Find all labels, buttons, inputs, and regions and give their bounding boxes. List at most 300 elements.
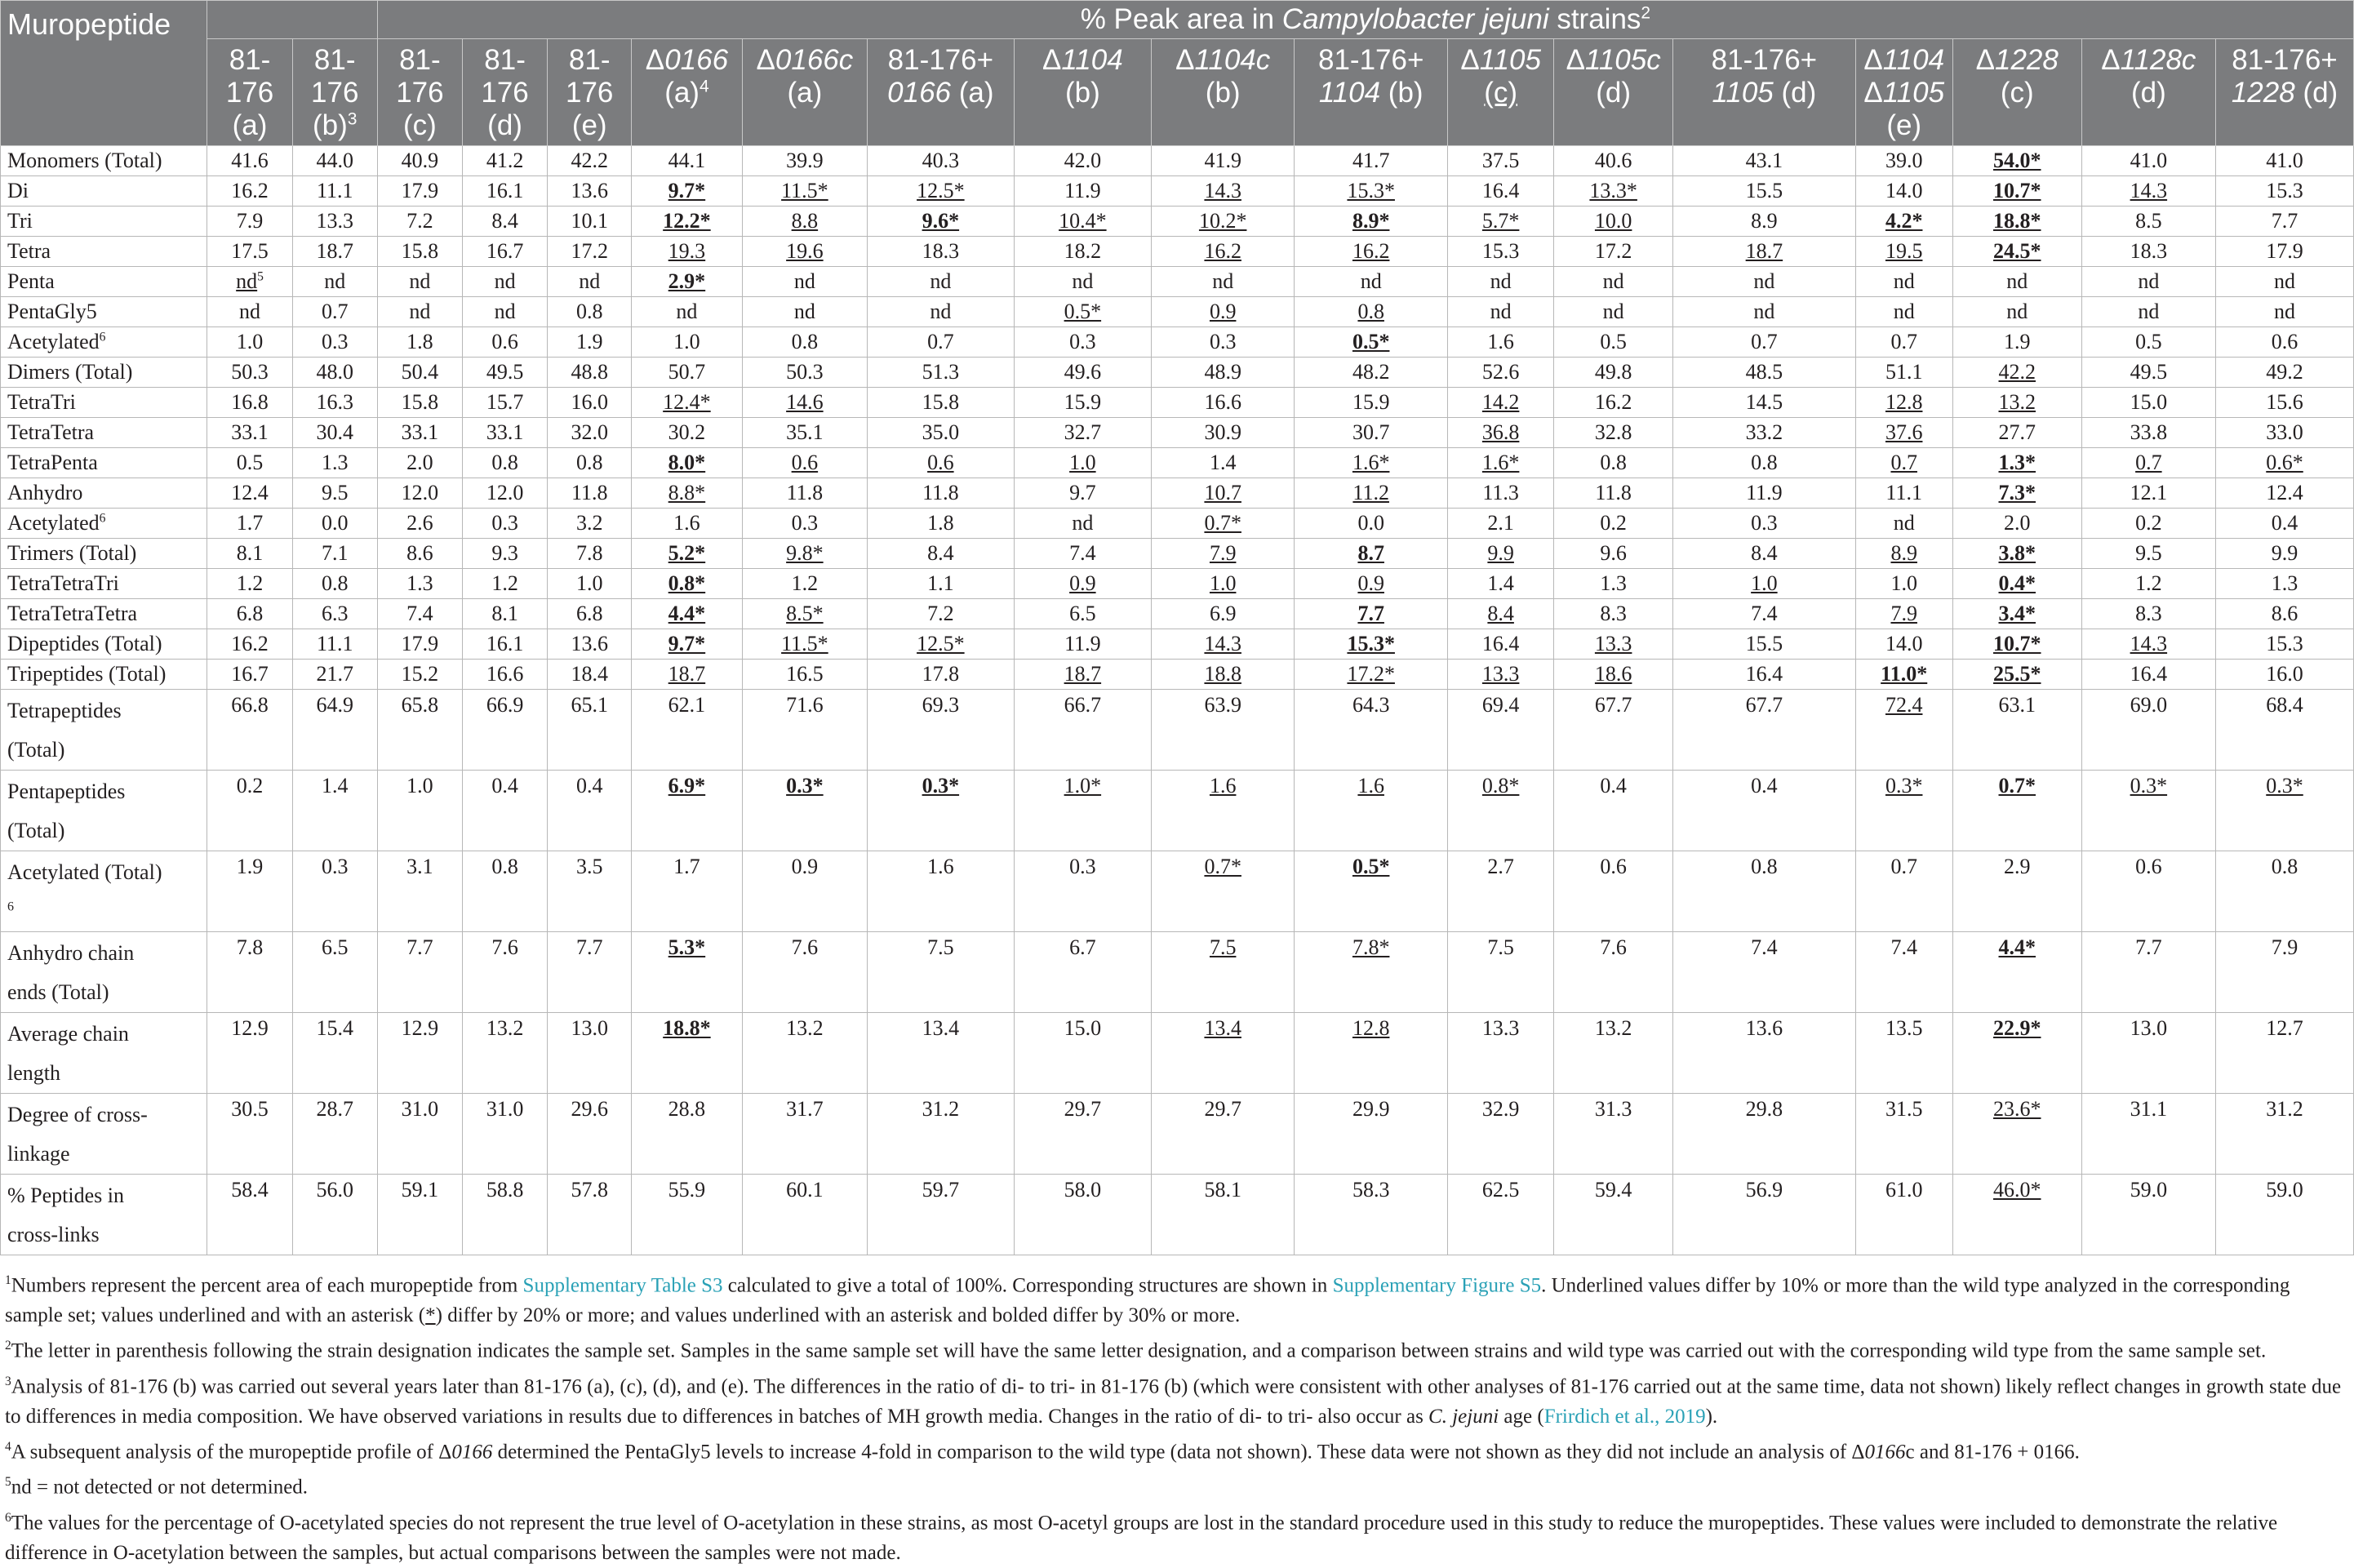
cell-value: 17.2 <box>571 239 608 263</box>
column-header-text: (d) <box>1773 77 1817 109</box>
table-cell <box>462 851 547 932</box>
table-cell <box>1014 851 1152 932</box>
peak-area-species: Campylobacter jejuni <box>1281 3 1549 35</box>
cell-value: 52.6 <box>1481 360 1520 384</box>
table-cell <box>868 207 1014 237</box>
table-cell <box>1952 539 2081 569</box>
cell-value: 11.1 <box>316 632 353 655</box>
table-cell <box>1855 327 1952 358</box>
cell-value: nd <box>930 300 952 323</box>
table-cell <box>2216 1175 2354 1255</box>
cell-value: 1.0 <box>575 571 603 595</box>
table-cell <box>632 599 742 629</box>
table-cell <box>1952 660 2081 690</box>
table-cell <box>1152 388 1295 418</box>
table-row <box>1 851 2354 932</box>
table-cell <box>632 509 742 539</box>
cell-value: 62.1 <box>668 693 706 717</box>
cell-value: 11.1 <box>1885 481 1922 504</box>
cell-value: 12.0 <box>401 481 439 504</box>
table-cell <box>377 771 462 851</box>
table-row <box>1 932 2354 1013</box>
cell-value: 18.8* <box>663 1016 711 1040</box>
cell-value: 69.4 <box>1481 693 1520 717</box>
table-cell <box>2081 478 2215 509</box>
table-cell <box>1673 237 1855 267</box>
table-cell <box>548 1013 632 1094</box>
table-cell <box>292 1175 377 1255</box>
footnote-link[interactable]: Supplementary Figure S5 <box>1332 1274 1542 1297</box>
cell-value: 16.4 <box>2130 662 2168 686</box>
table-cell <box>1448 539 1554 569</box>
table-cell <box>868 932 1014 1013</box>
cell-value: 0.7 <box>927 330 954 353</box>
footnote <box>5 1432 2347 1467</box>
table-cell <box>462 267 547 297</box>
table-cell <box>2081 237 2215 267</box>
cell-value: 3.4* <box>1998 602 2036 625</box>
cell-value: 1.9 <box>575 330 603 353</box>
cell-value: 30.9 <box>1204 420 1241 444</box>
cell-value: 64.9 <box>316 693 353 717</box>
table-cell <box>1855 388 1952 418</box>
table-cell <box>1554 388 1673 418</box>
table-cell <box>207 851 292 932</box>
cell-value: 1.8 <box>406 330 433 353</box>
table-cell <box>632 207 742 237</box>
table-row <box>1 207 2354 237</box>
cell-value: 62.5 <box>1481 1178 1520 1202</box>
cell-value: 16.6 <box>486 662 524 686</box>
table-cell <box>462 660 547 690</box>
column-header-note: 3 <box>347 109 358 129</box>
table-cell <box>868 327 1014 358</box>
cell-value: 15.9 <box>1064 390 1102 414</box>
table-cell <box>1673 146 1855 176</box>
cell-value: nd <box>1360 269 1382 293</box>
table-cell <box>1952 932 2081 1013</box>
cell-value: 0.3 <box>321 330 349 353</box>
cell-value: 36.8 <box>1481 420 1520 444</box>
cell-value: 0.8 <box>1751 451 1778 474</box>
table-cell <box>632 1175 742 1255</box>
column-header-gene: 1128c <box>2120 44 2196 76</box>
cell-value: 6.5 <box>321 935 349 959</box>
row-label <box>1 690 207 771</box>
table-cell <box>1554 1013 1673 1094</box>
cell-value: 1.6 <box>1209 774 1237 797</box>
table-cell <box>1014 539 1152 569</box>
column-header-text: (d) <box>487 109 522 141</box>
table-cell <box>548 1094 632 1175</box>
cell-value: 1.4 <box>321 774 349 797</box>
cell-value: 1.6* <box>1352 451 1390 474</box>
table-cell <box>2081 418 2215 448</box>
table-cell <box>1855 539 1952 569</box>
cell-value: 1.6* <box>1481 451 1520 474</box>
cell-value: 12.4 <box>2266 481 2303 504</box>
cell-value: 2.1 <box>1487 511 1514 535</box>
table-cell <box>207 932 292 1013</box>
table-cell <box>1014 569 1152 599</box>
table-cell <box>1952 629 2081 660</box>
cell-value: 7.8* <box>1352 935 1390 959</box>
table-cell <box>868 771 1014 851</box>
cell-value: 12.5* <box>917 632 965 655</box>
table-cell <box>548 539 632 569</box>
cell-value: 50.4 <box>401 360 439 384</box>
cell-value: nd <box>676 300 698 323</box>
table-cell <box>1952 327 2081 358</box>
cell-value: 17.2* <box>1347 662 1395 686</box>
cell-value: 67.7 <box>1745 693 1783 717</box>
table-cell <box>1014 771 1152 851</box>
cell-value: 0.7 <box>1890 855 1917 878</box>
table-cell <box>868 1013 1014 1094</box>
cell-value: 11.5* <box>781 179 828 202</box>
table-cell <box>2216 539 2354 569</box>
row-label <box>1 771 207 851</box>
cell-value: 56.9 <box>1745 1178 1783 1202</box>
table-cell <box>868 599 1014 629</box>
column-header-gene: 1104c <box>1194 44 1271 76</box>
cell-value: nd <box>2138 269 2160 293</box>
cell-value: 15.8 <box>922 390 960 414</box>
cell-value: 18.7 <box>1745 239 1783 263</box>
cell-value: 0.6 <box>791 451 819 474</box>
footnote <box>5 1366 2347 1432</box>
table-cell <box>632 690 742 771</box>
cell-value: 33.1 <box>231 420 269 444</box>
table-cell <box>742 478 868 509</box>
table-cell <box>1673 851 1855 932</box>
table-cell <box>1554 509 1673 539</box>
table-cell <box>1152 932 1295 1013</box>
table-cell <box>1295 358 1448 388</box>
cell-value: 15.0 <box>1064 1016 1102 1040</box>
footnote <box>5 1265 2347 1330</box>
table-cell <box>742 297 868 327</box>
footnote-text: determined the PentaGly5 levels to increase 4-fold in comparison to the wild type (data not shown). These data were not shown as they did not include an analysis of Δ <box>492 1441 1865 1464</box>
cell-value: 9.9 <box>2271 541 2298 565</box>
table-cell <box>868 146 1014 176</box>
table-cell <box>632 448 742 478</box>
table-cell <box>1295 207 1448 237</box>
footnote-link[interactable]: Supplementary Table S3 <box>522 1274 723 1297</box>
table-cell <box>632 388 742 418</box>
row-label-text: Tetrapeptides <box>7 699 122 722</box>
table-cell <box>2216 207 2354 237</box>
table-cell <box>1448 599 1554 629</box>
table-cell <box>2081 690 2215 771</box>
table-cell <box>207 1175 292 1255</box>
table-cell <box>2081 207 2215 237</box>
table-cell <box>1295 771 1448 851</box>
cell-value: 18.3 <box>2130 239 2168 263</box>
table-cell <box>1014 629 1152 660</box>
row-label <box>1 297 207 327</box>
cell-value: 7.5 <box>927 935 954 959</box>
cell-value: 17.5 <box>231 239 269 263</box>
table-cell <box>292 418 377 448</box>
cell-value: 16.2 <box>1594 390 1632 414</box>
cell-value: 69.3 <box>922 693 960 717</box>
cell-value: 2.9* <box>668 269 706 293</box>
table-cell <box>292 237 377 267</box>
cell-value: 0.5 <box>1600 330 1627 353</box>
cell-value: 22.9* <box>1993 1016 2041 1040</box>
cell-value: 43.1 <box>1745 149 1783 172</box>
cell-value: 69.0 <box>2130 693 2168 717</box>
table-cell <box>1855 1013 1952 1094</box>
table-cell <box>1554 418 1673 448</box>
cell-value: 0.9 <box>1209 300 1237 323</box>
table-cell <box>742 358 868 388</box>
cell-value: 19.5 <box>1885 239 1923 263</box>
column-header-text: 81-176+ <box>887 44 994 76</box>
column-header-gene: 1228 <box>1995 44 2059 76</box>
table-cell <box>1855 1094 1952 1175</box>
table-cell <box>377 448 462 478</box>
cell-value: 32.9 <box>1481 1097 1520 1121</box>
cell-value: 25.5* <box>1993 662 2041 686</box>
table-cell <box>868 388 1014 418</box>
cell-value: 7.4 <box>1890 935 1917 959</box>
cell-value: 2.0 <box>406 451 433 474</box>
cell-value: nd <box>2274 300 2295 323</box>
table-cell <box>742 509 868 539</box>
table-cell <box>548 690 632 771</box>
table-cell <box>2216 629 2354 660</box>
table-cell <box>1014 297 1152 327</box>
column-header-text: 81-176 <box>311 44 359 109</box>
cell-value: 65.8 <box>401 693 439 717</box>
cell-value: 6.9* <box>668 774 706 797</box>
table-cell <box>868 448 1014 478</box>
column-header-gene: 1104 <box>1882 44 1945 76</box>
table-cell <box>2216 358 2354 388</box>
cell-value: 35.1 <box>786 420 824 444</box>
cell-value: 0.4 <box>575 774 603 797</box>
cell-value: 11.8 <box>1595 481 1632 504</box>
cell-value: 0.4* <box>1998 571 2036 595</box>
cell-value: 7.2 <box>406 209 433 233</box>
cell-value: 9.7* <box>668 632 706 655</box>
row-label-text: cross-links <box>7 1223 100 1246</box>
cell-value: 1.0 <box>236 330 264 353</box>
row-label <box>1 539 207 569</box>
table-cell <box>1295 851 1448 932</box>
cell-value: nd <box>409 269 431 293</box>
table-cell <box>868 297 1014 327</box>
cell-value: 58.3 <box>1352 1178 1390 1202</box>
table-cell <box>1448 509 1554 539</box>
table-cell <box>1014 448 1152 478</box>
row-label-text: Di <box>7 179 29 202</box>
row-label-text: linkage <box>7 1142 70 1166</box>
table-cell <box>462 358 547 388</box>
cell-value: 0.4 <box>1600 774 1627 797</box>
table-cell <box>1673 207 1855 237</box>
cell-value: 0.3 <box>791 511 819 535</box>
table-row <box>1 267 2354 297</box>
cell-value: 16.2 <box>1204 239 1241 263</box>
cell-value: nd <box>1893 300 1915 323</box>
table-cell <box>1014 932 1152 1013</box>
table-cell <box>742 418 868 448</box>
cell-value: 18.7 <box>1064 662 1102 686</box>
table-cell <box>462 146 547 176</box>
table-cell <box>1295 146 1448 176</box>
cell-value: 31.3 <box>1594 1097 1632 1121</box>
table-cell <box>292 448 377 478</box>
table-cell <box>548 237 632 267</box>
table-cell <box>462 297 547 327</box>
cell-value: 1.1 <box>927 571 954 595</box>
cell-value: 16.7 <box>486 239 524 263</box>
cell-value: 9.8* <box>786 541 824 565</box>
table-row <box>1 448 2354 478</box>
table-cell <box>462 690 547 771</box>
table-cell <box>207 297 292 327</box>
table-cell <box>2081 358 2215 388</box>
table-cell <box>548 599 632 629</box>
table-cell <box>1952 599 2081 629</box>
cell-value: 0.2 <box>236 774 264 797</box>
cell-value: 15.3 <box>1481 239 1520 263</box>
table-cell <box>632 932 742 1013</box>
table-cell <box>742 388 868 418</box>
column-header <box>632 39 742 146</box>
table-cell <box>462 448 547 478</box>
table-cell <box>1014 660 1152 690</box>
column-header-gene: 0166c <box>775 44 854 76</box>
table-cell <box>548 569 632 599</box>
table-cell <box>2081 297 2215 327</box>
row-label-text: % Peptides in <box>7 1184 124 1207</box>
table-cell <box>207 539 292 569</box>
cell-value: 30.7 <box>1352 420 1390 444</box>
table-cell <box>742 146 868 176</box>
table-cell <box>207 327 292 358</box>
table-cell <box>742 207 868 237</box>
column-header-text: 81-176 <box>481 44 529 109</box>
table-cell <box>1152 327 1295 358</box>
table-cell <box>377 690 462 771</box>
cell-value: 0.3* <box>922 774 960 797</box>
table-cell <box>207 388 292 418</box>
footnote-text: ). <box>1705 1405 1718 1428</box>
table-cell <box>1952 207 2081 237</box>
table-cell <box>548 358 632 388</box>
table-cell <box>1855 358 1952 388</box>
cell-value: 49.2 <box>2266 360 2303 384</box>
cell-value: 55.9 <box>668 1178 706 1202</box>
cell-value: 0.3* <box>1885 774 1923 797</box>
table-cell <box>1554 660 1673 690</box>
cell-value: 7.1 <box>321 541 349 565</box>
cell-value: 0.5* <box>1352 855 1390 878</box>
table-cell <box>548 771 632 851</box>
cell-value: 1.6 <box>1357 774 1384 797</box>
table-cell <box>1673 478 1855 509</box>
cell-value: 3.5 <box>575 855 603 878</box>
table-cell <box>1673 1013 1855 1094</box>
table-cell <box>1855 418 1952 448</box>
cell-value: 8.3 <box>2135 602 2162 625</box>
table-cell <box>2216 146 2354 176</box>
table-cell <box>377 418 462 448</box>
table-cell <box>1952 771 2081 851</box>
cell-value: 16.1 <box>486 179 524 202</box>
cell-value: 37.6 <box>1885 420 1923 444</box>
column-header <box>868 39 1014 146</box>
table-cell <box>2216 851 2354 932</box>
cell-value: nd <box>2138 300 2160 323</box>
table-cell <box>1295 660 1448 690</box>
cell-value: 1.0 <box>673 330 700 353</box>
column-header-gene: 0166 <box>664 44 729 76</box>
cell-value: 41.0 <box>2266 149 2303 172</box>
cell-value: 29.7 <box>1204 1097 1241 1121</box>
cell-value: 0.8 <box>791 330 819 353</box>
cell-value: 32.0 <box>571 420 608 444</box>
table-cell <box>292 690 377 771</box>
cell-value: 16.4 <box>1745 662 1783 686</box>
footnote-link[interactable]: Frirdich et al., 2019 <box>1543 1405 1706 1428</box>
footnote <box>5 1467 2347 1502</box>
cell-value: 28.7 <box>316 1097 353 1121</box>
cell-value: 0.2 <box>1600 511 1627 535</box>
table-cell <box>868 539 1014 569</box>
cell-value: 0.3 <box>1069 855 1096 878</box>
cell-value: 56.0 <box>316 1178 353 1202</box>
cell-value: 18.8* <box>1993 209 2041 233</box>
cell-value: 8.1 <box>236 541 264 565</box>
cell-value: 29.8 <box>1745 1097 1783 1121</box>
table-cell <box>632 176 742 207</box>
cell-value: 3.2 <box>575 511 603 535</box>
row-label <box>1 851 207 932</box>
table-cell <box>1673 1175 1855 1255</box>
cell-value: 48.8 <box>571 360 608 384</box>
cell-value: 39.9 <box>786 149 824 172</box>
table-cell <box>868 660 1014 690</box>
cell-value: 15.6 <box>2266 390 2303 414</box>
table-cell <box>1855 509 1952 539</box>
table-cell <box>1152 569 1295 599</box>
cell-value: 44.1 <box>668 149 706 172</box>
cell-value: 0.3 <box>1209 330 1237 353</box>
column-header <box>2216 39 2354 146</box>
table-cell <box>548 448 632 478</box>
table-cell <box>1152 267 1295 297</box>
row-label <box>1 478 207 509</box>
table-cell <box>868 569 1014 599</box>
cell-value: 37.5 <box>1481 149 1520 172</box>
cell-value: 8.6 <box>406 541 433 565</box>
cell-value: 0.6 <box>2135 855 2162 878</box>
cell-value: 12.7 <box>2266 1016 2303 1040</box>
table-cell <box>1448 267 1554 297</box>
cell-value: 0.0 <box>1357 511 1384 535</box>
table-cell <box>1855 660 1952 690</box>
cell-value: 15.3* <box>1347 179 1395 202</box>
cell-value: 39.0 <box>1885 149 1923 172</box>
table-cell <box>1554 327 1673 358</box>
cell-value: 0.9 <box>1357 571 1384 595</box>
table-cell <box>1152 539 1295 569</box>
